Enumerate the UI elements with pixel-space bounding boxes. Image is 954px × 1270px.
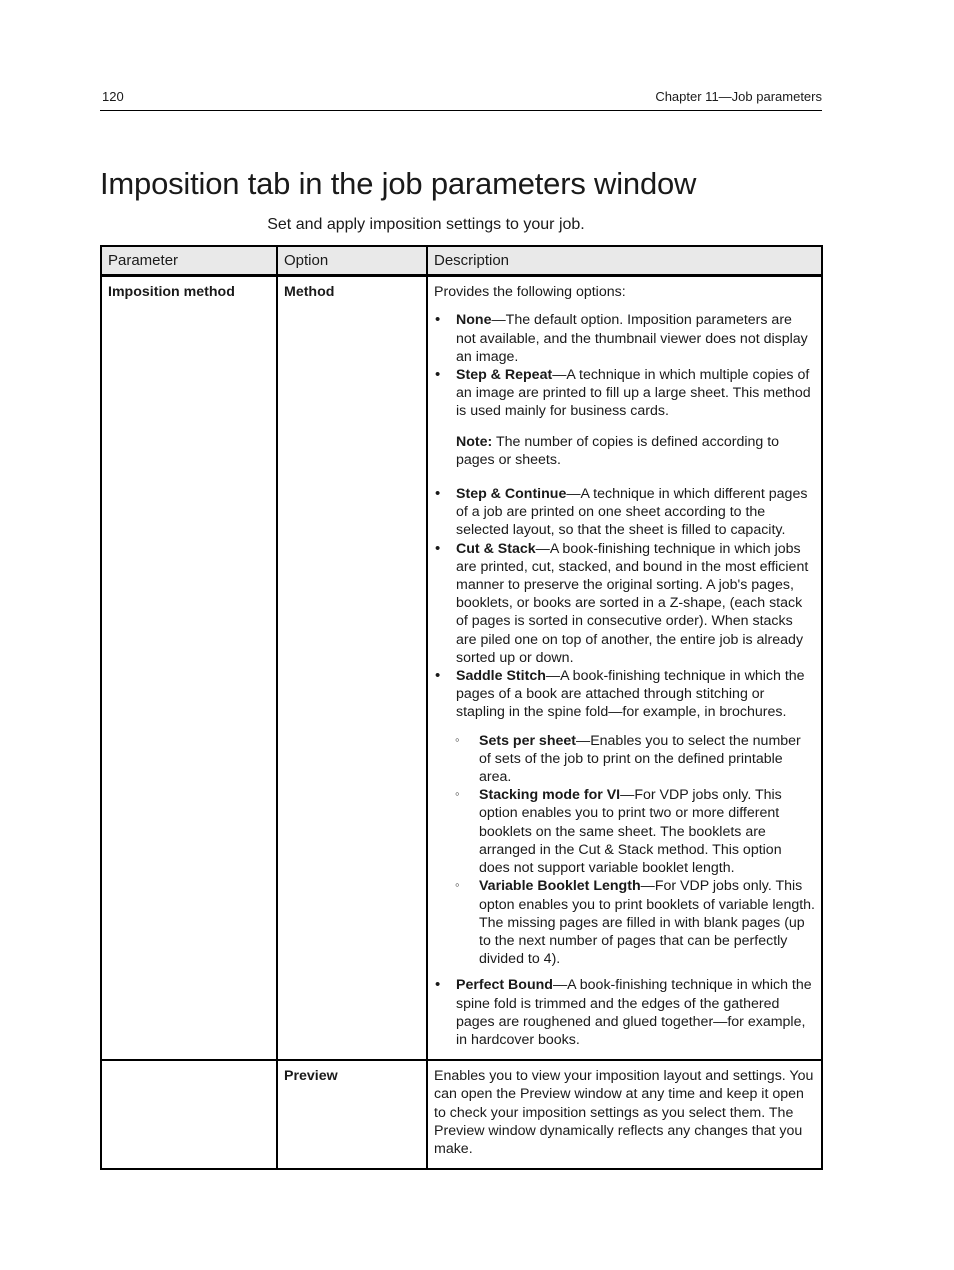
list-item (456, 485, 815, 540)
table-row (101, 1060, 822, 1169)
term: Cut & Stack (456, 540, 536, 557)
list-item (456, 540, 815, 667)
sublist-item (479, 786, 815, 877)
list-item (456, 667, 815, 968)
sublist-item (479, 877, 815, 968)
term: Sets per sheet (479, 732, 576, 749)
header-option: Option (277, 246, 427, 276)
table-header-row (101, 246, 822, 276)
note (456, 433, 815, 469)
term: None (456, 312, 492, 329)
header-description: Description (427, 246, 822, 276)
term: Perfect Bound (456, 977, 553, 994)
definition: —A technique in which different pages of a job are printed on one sheet according to the selected layout, so that the sheet is filled to capacity. (456, 486, 808, 539)
term: Step & Repeat (456, 367, 553, 384)
definition: —Enables you to select the number of sets of the job to print on the defined printable area. (479, 732, 801, 786)
note-text: The number of copies is defined according to pages or sheets. (456, 433, 780, 468)
description-text: Enables you to view your imposition layout and settings. You can open the Preview window at any time and keep it open to check your imposition settings as you select them. The Preview window dynamically reflects any changes that you make. (434, 1068, 814, 1157)
definition: —For VDP jobs only. This option enables you to print two or more different booklets on the same sheet. The booklets are arranged in the Cut & Stack method. This option does not support variable booklet length. (479, 787, 782, 877)
parameter-cell: Imposition method (101, 276, 277, 1060)
definition: —A book-finishing technique in which jobs are printed, cut, stacked, and bound in the most efficient manner to preserve the original sorting. A job's pages, booklets, or books are sorted in a Z-shape, (each stack of pages is sorted in consecutive order). When stacks are piled one on top of another, the entire job is already sorted up or down. (456, 540, 809, 666)
page-title: Imposition tab in the job parameters window (100, 166, 697, 201)
option-cell: Preview (277, 1060, 427, 1169)
description-cell (427, 1060, 822, 1169)
page-subtitle: Set and apply imposition settings to your job. (267, 216, 585, 233)
definition: —The default option. Imposition parameters are not available, and the thumbnail viewer does not display an image. (456, 312, 808, 365)
description-cell (427, 276, 822, 1060)
parameters-table (100, 245, 823, 1170)
options-list (434, 311, 815, 1049)
table-row (101, 276, 822, 1060)
list-item (456, 366, 815, 469)
option-cell: Method (277, 276, 427, 1060)
term: Step & Continue (456, 486, 567, 503)
list-item (456, 311, 815, 366)
definition: —A technique in which multiple copies of an image are printed to fill up a large sheet. This method is used mainly for business cards. (456, 367, 811, 420)
header-parameter: Parameter (101, 246, 277, 276)
definition: —A book-finishing technique in which the pages of a book are attached through stitching or stapling in the spine fold—for example, in brochures. (456, 668, 805, 721)
definition: —For VDP jobs only. This opton enables you to print booklets of variable length. The missing pages are filled in with blank pages (up to the next number of pages that can be perfectly divided to 4). (479, 878, 815, 968)
chapter-title: Chapter 11—Job parameters (655, 89, 822, 104)
page-number: 120 (102, 89, 124, 104)
saddle-stitch-sublist (456, 732, 815, 969)
sublist-item (479, 732, 815, 787)
definition: —A book-finishing technique in which the spine fold is trimmed and the edges of the gathered pages are roughened and glued together—for example, in hardcover books. (456, 977, 812, 1048)
page-header (100, 88, 822, 111)
term: Stacking mode for VI (479, 787, 621, 804)
term: Variable Booklet Length (479, 878, 641, 895)
parameter-cell (101, 1060, 277, 1169)
note-label: Note: (456, 433, 493, 450)
term: Saddle Stitch (456, 668, 546, 685)
list-item (456, 976, 815, 1049)
description-intro: Provides the following options: (434, 284, 626, 301)
